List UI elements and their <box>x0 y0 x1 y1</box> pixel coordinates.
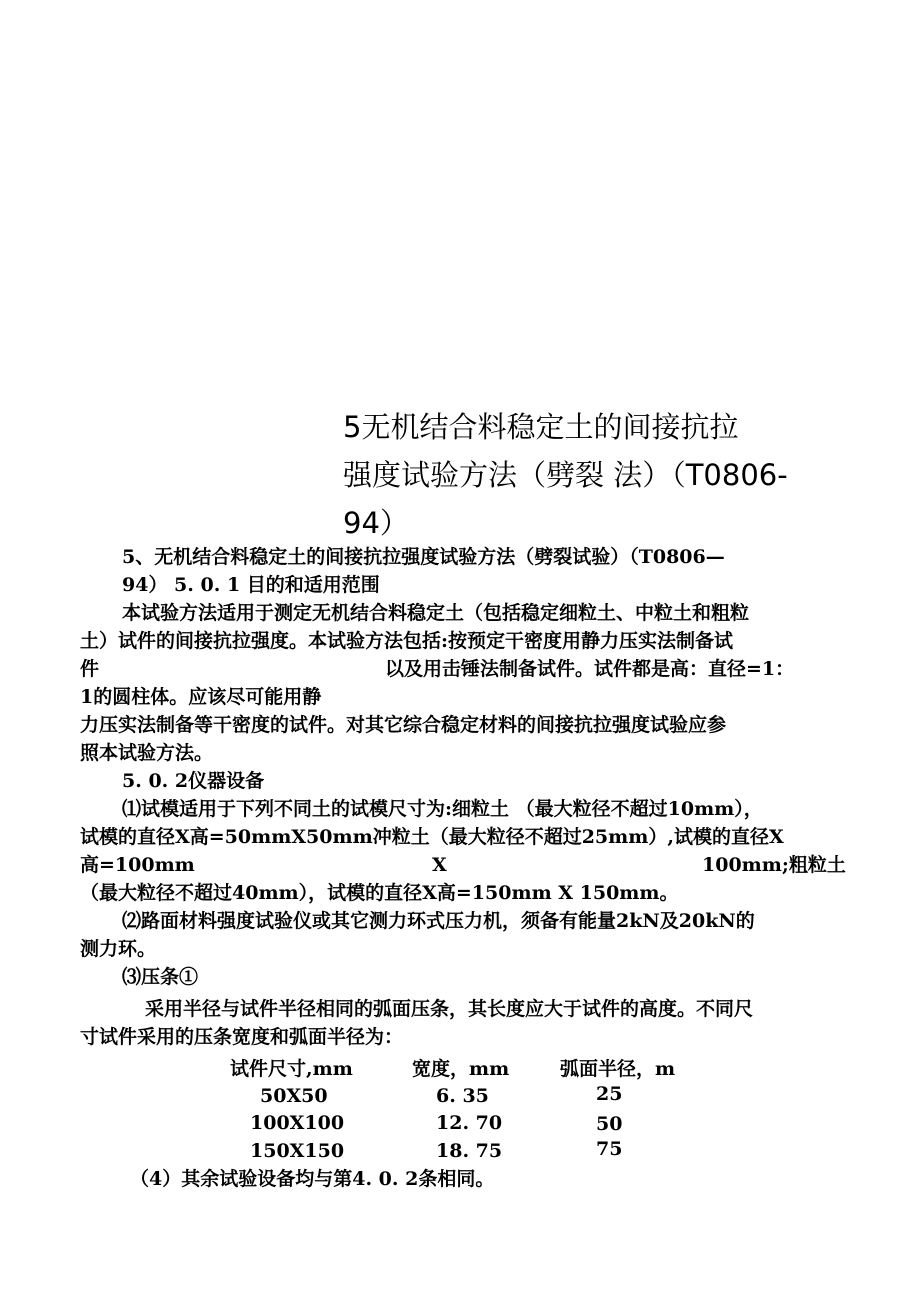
table-cell: 50X50 <box>260 1085 328 1107</box>
body-line: 本试验方法适用于测定无机结合料稳定土（包括稳定细粒土、中粒土和粗粒 <box>122 602 750 624</box>
title-line-1: 5无机结合料稳定土的间接抗拉 <box>343 410 739 444</box>
table-cell: 100X100 <box>250 1112 345 1134</box>
body-line: 寸试件采用的压条宽度和弧面半径为： <box>80 1026 404 1048</box>
body-line: 94） 5. 0. 1 目的和适用范围 <box>122 574 380 596</box>
body-line: ⑶压条① <box>122 966 199 988</box>
body-line: 土）试件的间接抗拉强度。本试验方法包括:按预定干密度用静力压实法制备试 <box>80 630 734 652</box>
table-cell: 25 <box>596 1083 623 1105</box>
body-line: 力压实法制备等干密度的试件。对其它综合稳定材料的间接抗拉强度试验应参 <box>80 714 727 736</box>
body-line: 件 <box>80 658 100 680</box>
body-line: 5、无机结合料稳定土的间接抗拉强度试验方法（劈裂试验）（T0806— <box>122 546 725 568</box>
table-cell: 50 <box>596 1113 623 1135</box>
body-line: ⑵路面材料强度试验仪或其它测力环式压力机，须备有能量2kN及20kN的 <box>122 910 755 932</box>
body-line: 100mm;粗粒土 <box>702 854 846 876</box>
table-cell: 75 <box>596 1138 623 1160</box>
body-line: 测力环。 <box>80 938 157 960</box>
body-line: X <box>432 854 447 876</box>
body-line: （4）其余试验设备均与第4. 0. 2条相同。 <box>130 1168 495 1190</box>
body-line: 照本试验方法。 <box>80 742 214 764</box>
body-line: 采用半径与试件半径相同的弧面压条，其长度应大于试件的高度。不同尺 <box>145 998 754 1020</box>
body-line: 以及用击锤法制备试件。试件都是高：直径=1： <box>385 658 795 680</box>
table-header: 试件尺寸,mm <box>230 1058 353 1080</box>
title-line-2: 强度试验方法（劈裂 法）（T0806- <box>343 458 788 492</box>
body-line: ⑴试模适用于下列不同土的试模尺寸为:细粒土 （最大粒径不超过10mm）， <box>122 798 763 820</box>
title-line-3: 94） <box>343 506 409 540</box>
body-line: （最大粒径不超过40mm），试模的直径X高=150mm X 150mm。 <box>80 882 679 904</box>
body-line: 1的圆柱体。应该尽可能用静 <box>80 686 322 708</box>
table-cell: 18. 75 <box>436 1140 503 1162</box>
table-cell: 150X150 <box>250 1140 345 1162</box>
section-heading: 5. 0. 2仪器设备 <box>122 770 265 792</box>
table-header: 弧面半径，m <box>560 1058 676 1080</box>
body-line: 试模的直径X高=50mmX50mm冲粒土（最大粒径不超过25mm）,试模的直径X <box>80 826 784 848</box>
table-cell: 12. 70 <box>436 1112 503 1134</box>
body-line: 高=100mm <box>80 854 195 876</box>
table-cell: 6. 35 <box>436 1085 489 1107</box>
table-header: 宽度，mm <box>412 1058 510 1080</box>
